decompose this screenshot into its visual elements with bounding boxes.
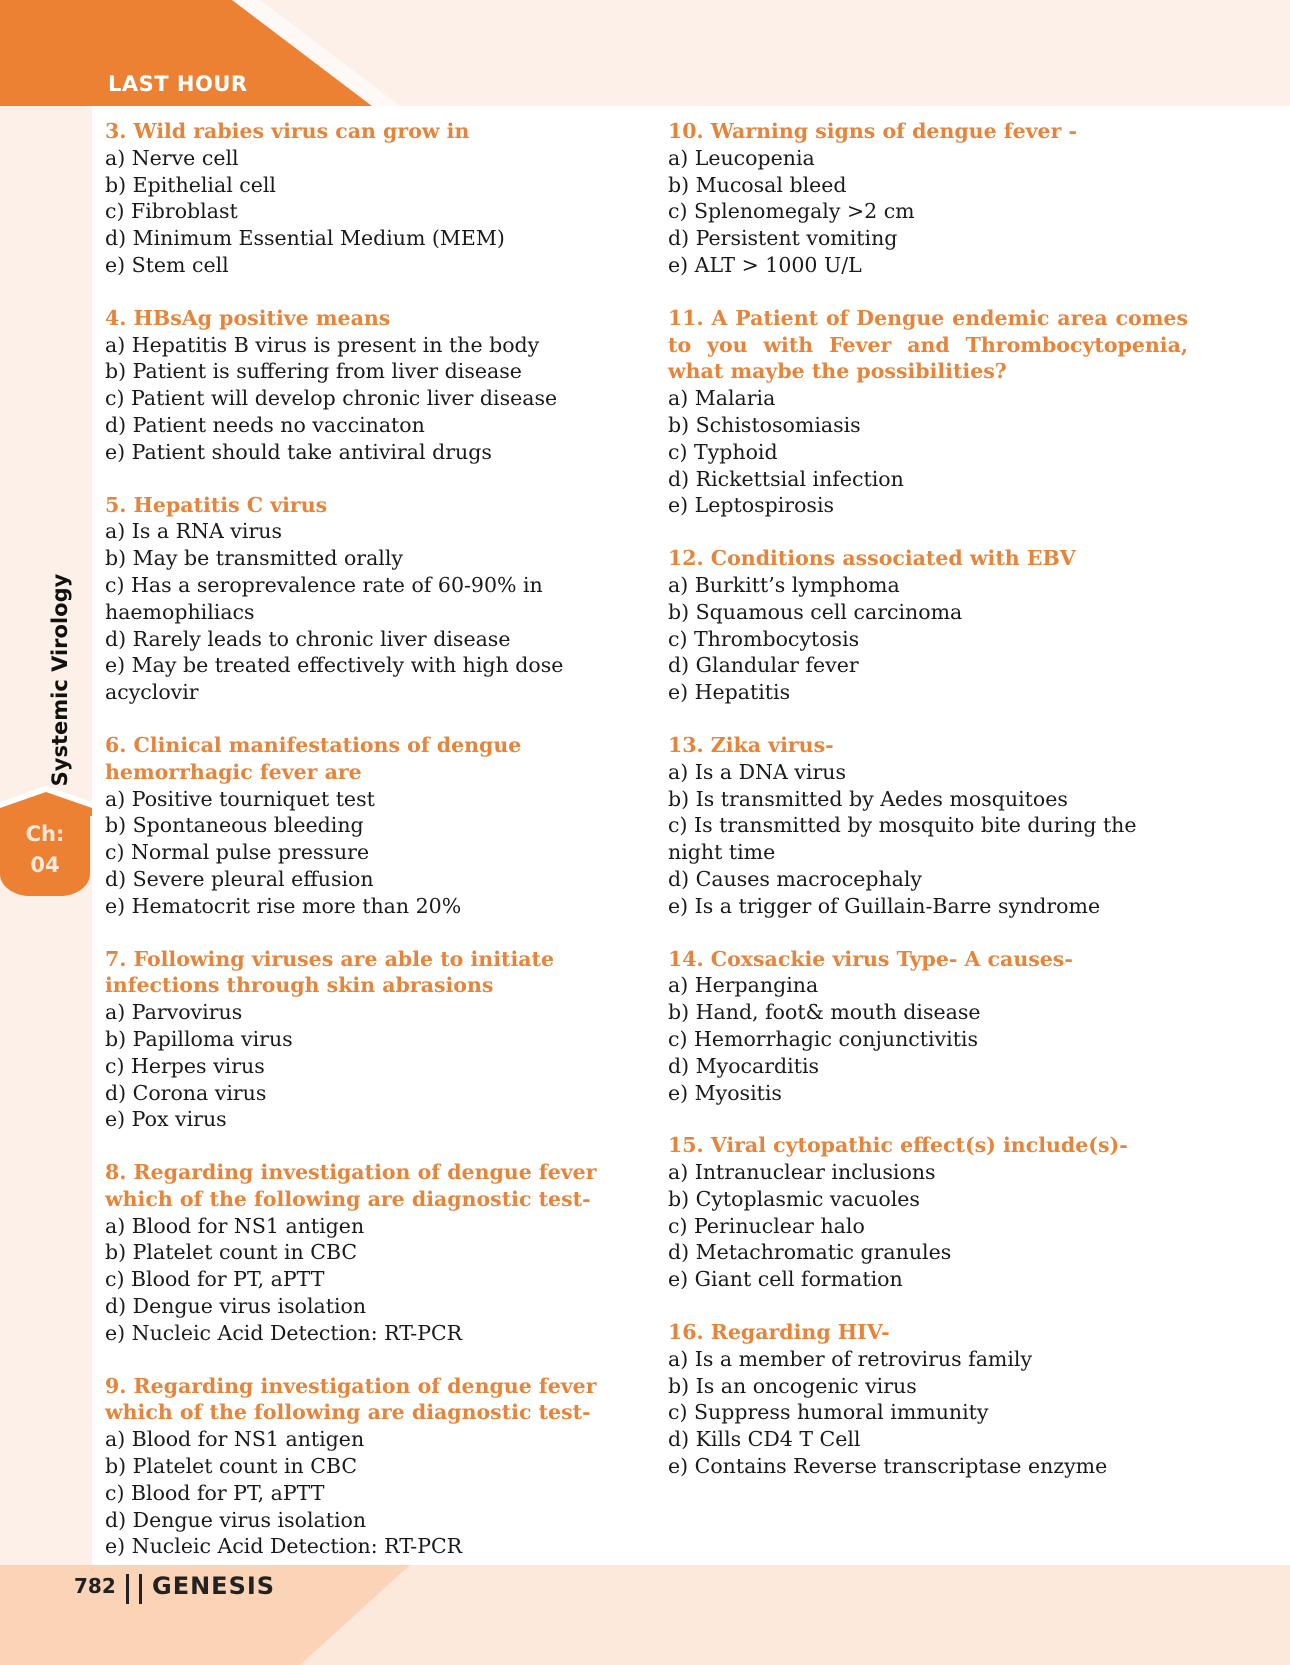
question-block (668, 1319, 1188, 1480)
answer-option: e) Hepatitis (668, 680, 791, 705)
answer-option: e) Patient should take antiviral drugs (105, 439, 492, 464)
answer-option: d) Metachromatic granules (668, 1240, 952, 1265)
answer-option: e) Nucleic Acid Detection: RT-PCR (105, 1320, 463, 1345)
answer-option: c) Thrombocytosis (668, 626, 860, 651)
footer-divider (126, 1574, 142, 1604)
answer-option: b) Is transmitted by Aedes mosquitoes (668, 786, 1068, 811)
question-title: 11. A Patient of Dengue endemic area comes to you with Fever and Thrombocytopenia, what maybe the possibilities? (668, 305, 1188, 384)
answer-option: b) Spontaneous bleeding (105, 813, 364, 838)
question-block (668, 732, 1188, 920)
question-title: 3. Wild rabies virus can grow in (105, 119, 470, 143)
question-block (668, 946, 1188, 1107)
answer-option: a) Intranuclear inclusions (668, 1160, 936, 1185)
answer-option: d) Causes macrocephaly (668, 866, 923, 891)
answer-option: d) Minimum Essential Medium (MEM) (105, 226, 505, 251)
answer-option: d) Dengue virus isolation (105, 1507, 367, 1532)
answer-option: a) Malaria (668, 386, 776, 411)
answer-option: e) Contains Reverse transcriptase enzyme (668, 1454, 1108, 1479)
answer-option: b) Platelet count in CBC (105, 1240, 358, 1265)
answer-option: d) Glandular fever (668, 653, 859, 678)
answer-option: c) Hemorrhagic conjunctivitis (668, 1026, 979, 1051)
question-block (105, 305, 635, 466)
answer-option: c) Is transmitted by mosquito bite during the night time (668, 813, 1137, 865)
answer-option: d) Patient needs no vaccinaton (105, 412, 425, 437)
answer-option: e) Stem cell (105, 252, 229, 277)
answer-option: c) Typhoid (668, 439, 778, 464)
answer-option: a) Leucopenia (668, 145, 815, 170)
answer-option: c) Blood for PT, aPTT (105, 1267, 325, 1292)
question-title: 10. Warning signs of dengue fever - (668, 119, 1078, 143)
question-block (668, 305, 1188, 519)
answer-option: a) Herpangina (668, 973, 819, 998)
answer-option: b) Patient is suffering from liver disease (105, 359, 522, 384)
answer-option: c) Has a seroprevalence rate of 60-90% in haemophiliacs (105, 572, 543, 624)
answer-option: b) Mucosal bleed (668, 172, 847, 197)
answer-option: a) Positive tourniquet test (105, 786, 375, 811)
answer-option: e) Leptospirosis (668, 493, 835, 518)
answer-option: b) Is an oncogenic virus (668, 1373, 917, 1398)
question-title: 4. HBsAg positive means (105, 305, 391, 330)
answer-option: b) Papilloma virus (105, 1026, 293, 1051)
answer-option: c) Perinuclear halo (668, 1213, 865, 1238)
question-block (105, 946, 635, 1134)
answer-option: b) Cytoplasmic vacuoles (668, 1186, 920, 1211)
question-title: 6. Clinical manifestations of dengue hemorrhagic fever are (105, 732, 522, 784)
chapter-number: 04 (30, 853, 60, 877)
answer-option: a) Nerve cell (105, 145, 239, 170)
answer-option: a) Burkitt’s lymphoma (668, 572, 900, 597)
answer-option: a) Is a RNA virus (105, 519, 282, 544)
question-title: 9. Regarding investigation of dengue fever which of the following are diagnostic test- (105, 1373, 597, 1425)
answer-option: d) Rickettsial infection (668, 466, 904, 491)
question-block (668, 545, 1188, 706)
answer-option: c) Patient will develop chronic liver disease (105, 386, 558, 411)
answer-option: e) Giant cell formation (668, 1267, 903, 1292)
answer-option: c) Splenomegaly >2 cm (668, 199, 915, 224)
answer-option: e) Myositis (668, 1080, 782, 1105)
answer-option: c) Herpes virus (105, 1053, 265, 1078)
answer-option: e) Is a trigger of Guillain-Barre syndrome (668, 893, 1101, 918)
question-block (668, 1132, 1188, 1293)
answer-option: c) Fibroblast (105, 199, 238, 224)
question-title: 5. Hepatitis C virus (105, 492, 328, 517)
question-block (105, 1159, 635, 1347)
right-column (668, 118, 1188, 1506)
left-column (105, 118, 635, 1586)
question-title: 13. Zika virus- (668, 732, 834, 757)
answer-option: b) Epithelial cell (105, 172, 276, 197)
answer-option: a) Parvovirus (105, 1000, 243, 1025)
answer-option: d) Rarely leads to chronic liver disease (105, 626, 511, 651)
answer-option: d) Corona virus (105, 1080, 267, 1105)
question-title: 8. Regarding investigation of dengue fever which of the following are diagnostic test- (105, 1160, 597, 1211)
answer-option: a) Blood for NS1 antigen (105, 1427, 365, 1452)
answer-option: d) Severe pleural effusion (105, 866, 374, 891)
answer-option: a) Blood for NS1 antigen (105, 1213, 365, 1238)
question-block (105, 118, 635, 279)
answer-option: e) Pox virus (105, 1107, 227, 1132)
answer-option: d) Dengue virus isolation (105, 1294, 367, 1319)
answer-option: c) Normal pulse pressure (105, 840, 370, 865)
question-title: 15. Viral cytopathic effect(s) include(s)- (668, 1133, 1128, 1158)
question-block (105, 732, 635, 920)
answer-option: d) Persistent vomiting (668, 226, 898, 251)
answer-option: e) Nucleic Acid Detection: RT-PCR (105, 1534, 463, 1559)
answer-option: d) Myocarditis (668, 1053, 820, 1078)
answer-option: e) ALT > 1000 U/L (668, 252, 862, 277)
question-title: 16. Regarding HIV- (668, 1320, 890, 1345)
answer-option: b) Squamous cell carcinoma (668, 599, 963, 624)
sidebar-title: Systemic Virology (48, 573, 72, 787)
question-block (105, 492, 635, 706)
page-number: 782 (74, 1574, 116, 1598)
footer-brand-logo: GENESIS (152, 1572, 276, 1600)
answer-option: c) Suppress humoral immunity (668, 1400, 989, 1425)
header-title: LAST HOUR (108, 72, 248, 96)
answer-option: a) Hepatitis B virus is present in the body (105, 332, 540, 357)
question-block (105, 1373, 635, 1561)
answer-option: a) Is a DNA virus (668, 759, 846, 784)
question-block (668, 118, 1188, 279)
answer-option: b) Schistosomiasis (668, 412, 861, 437)
question-title: 14. Coxsackie virus Type- A causes- (668, 946, 1073, 971)
question-title: 7. Following viruses are able to initiate infections through skin abrasions (105, 946, 555, 998)
answer-option: b) Hand, foot& mouth disease (668, 1000, 981, 1025)
answer-option: a) Is a member of retrovirus family (668, 1346, 1033, 1371)
answer-option: e) May be treated effectively with high dose acyclovir (105, 653, 564, 705)
answer-option: e) Hematocrit rise more than 20% (105, 893, 462, 918)
answer-option: c) Blood for PT, aPTT (105, 1480, 325, 1505)
answer-option: d) Kills CD4 T Cell (668, 1427, 861, 1452)
answer-option: b) Platelet count in CBC (105, 1454, 358, 1479)
answer-option: b) May be transmitted orally (105, 546, 404, 571)
question-title: 12. Conditions associated with EBV (668, 546, 1076, 571)
chapter-label: Ch: (25, 822, 65, 846)
